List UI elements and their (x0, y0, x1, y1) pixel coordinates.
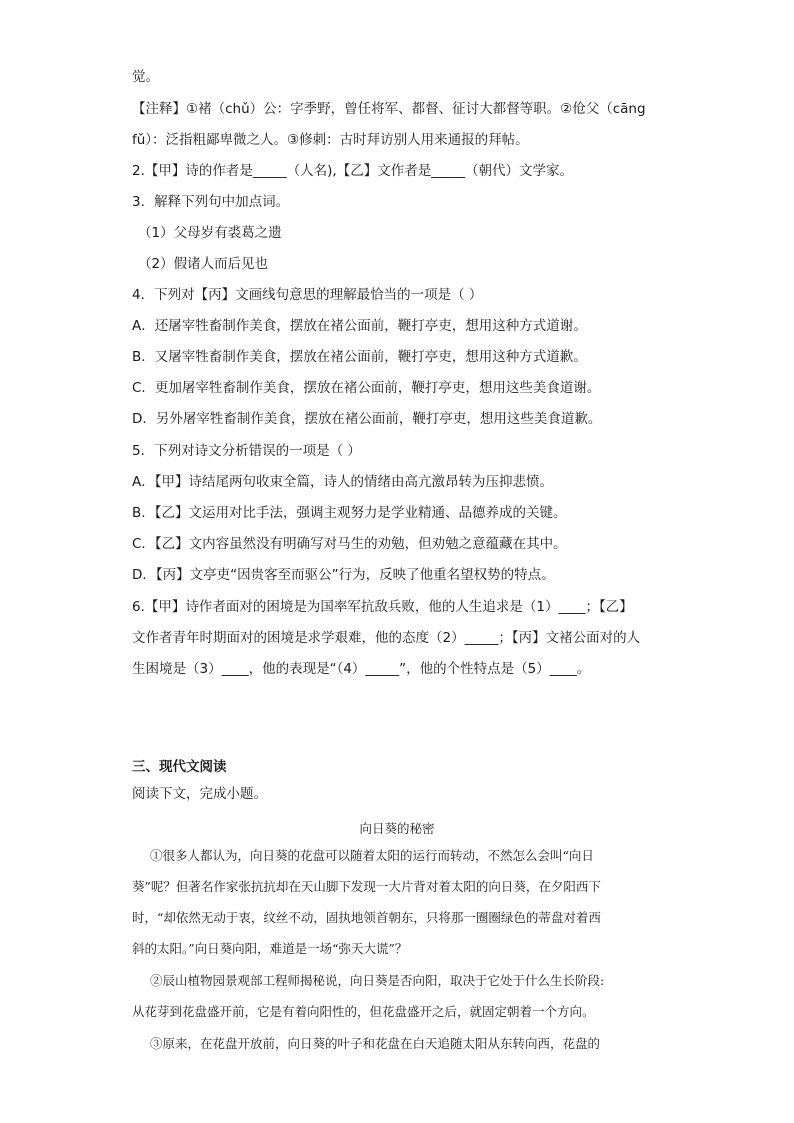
question-6-line-1: 6.【甲】诗作者面对的困境是为国率军抗敌兵败，他的人生追求是（1）____；【乙】 (132, 599, 633, 615)
section-heading: 三、现代文阅读 (132, 759, 227, 775)
annotation-line-2: fǔ）：泛指粗鄙卑微之人。③修刺：古时拜访别人用来通报的拜帖。 (132, 132, 529, 148)
article-paragraph-line: ②辰山植物园景观部工程师揭秘说，向日葵是否向阳，取决于它处于什么生长阶段: (150, 973, 605, 988)
question-6-line-2: 文作者青年时期面对的困境是求学艰难，他的态度（2）_____；【丙】文褚公面对的人 (132, 630, 641, 646)
section-instruction: 阅读下文，完成小题。 (132, 786, 267, 802)
article-paragraph-line: ①很多人都认为，向日葵的花盘可以随着太阳的运行而转动，不然怎么会叫“向日 (150, 848, 594, 863)
question-6-line-3: 生困境是（3）____，他的表现是“（4）_____”，他的个性特点是（5）____。 (132, 661, 591, 677)
article-paragraph-line: 时，“却依然无动于衷，纹丝不动，固执地领首朝东，只将那一圈圈绿色的蒂盘对着西 (132, 910, 601, 925)
question-4-option-a: A．还屠宰牲畜制作美食，摆放在褚公面前，鞭打亭吏，想用这种方式道谢。 (132, 318, 587, 334)
question-5-option-b: B．【乙】文运用对比手法，强调主观努力是学业精通、品德养成的关键。 (132, 505, 567, 521)
question-3-item-2: （2）假诸人而后见也 (138, 256, 269, 272)
question-4-option-b: B．又屠宰牲畜制作美食，摆放在褚公面前，鞭打亭吏，想用这种方式道歉。 (132, 349, 587, 365)
article-title: 向日葵的秘密 (359, 821, 435, 836)
question-5-option-d: D．【丙】文亭吏“因贵客至而驱公”行为，反映了他重名望权势的特点。 (132, 567, 555, 583)
article-paragraph-line: 从花芽到花盘盛开前，它是有着向阳性的，但花盘盛开之后，就固定朝着一个方向。 (132, 1004, 595, 1019)
question-5-option-c: C．【乙】文内容虽然没有明确写对马生的劝勉，但劝勉之意蕴藏在其中。 (132, 536, 567, 552)
question-5: 5．下列对诗文分析错误的一项是（ ） (132, 443, 361, 459)
question-5-option-a: A．【甲】诗结尾两句收束全篇，诗人的情绪由高亢激昂转为压抑悲愤。 (132, 474, 553, 490)
text-line-continuation: 觉。 (132, 69, 159, 85)
question-3-item-1: （1）父母岁有裘葛之遗 (138, 225, 282, 241)
question-4-option-d: D．另外屠宰牲畜制作美食，摆放在褚公面前，鞭打亭吏，想用这些美食道歉。 (132, 411, 602, 427)
question-4-option-c: C．更加屠宰牲畜制作美食，摆放在褚公面前，鞭打亭吏，想用这些美食道谢。 (132, 380, 601, 396)
question-2: 2.【甲】诗的作者是_____（人名),【乙】文作者是_____（朝代）文学家。 (132, 163, 573, 179)
question-3: 3．解释下列句中加点词。 (132, 194, 290, 210)
annotation-line-1: 【注释】①褚（chǔ）公：字季野，曾任将军、都督、征讨大都督等职。②伧父（cāng (132, 101, 646, 117)
article-paragraph-line: 葵”呢？但著名作家张抗抗却在天山脚下发现一大片背对着太阳的向日葵，在夕阳西下 (132, 879, 601, 894)
question-4: 4．下列对【丙】文画线句意思的理解最恰当的一项是（ ） (132, 287, 483, 303)
article-paragraph-line: 斜的太阳。”向日葵向阳，难道是一场“弥天大谎”？ (132, 941, 408, 956)
article-paragraph-line: ③原来，在花盘开放前，向日葵的叶子和花盘在白天追随太阳从东转向西，花盘的 (150, 1036, 601, 1051)
